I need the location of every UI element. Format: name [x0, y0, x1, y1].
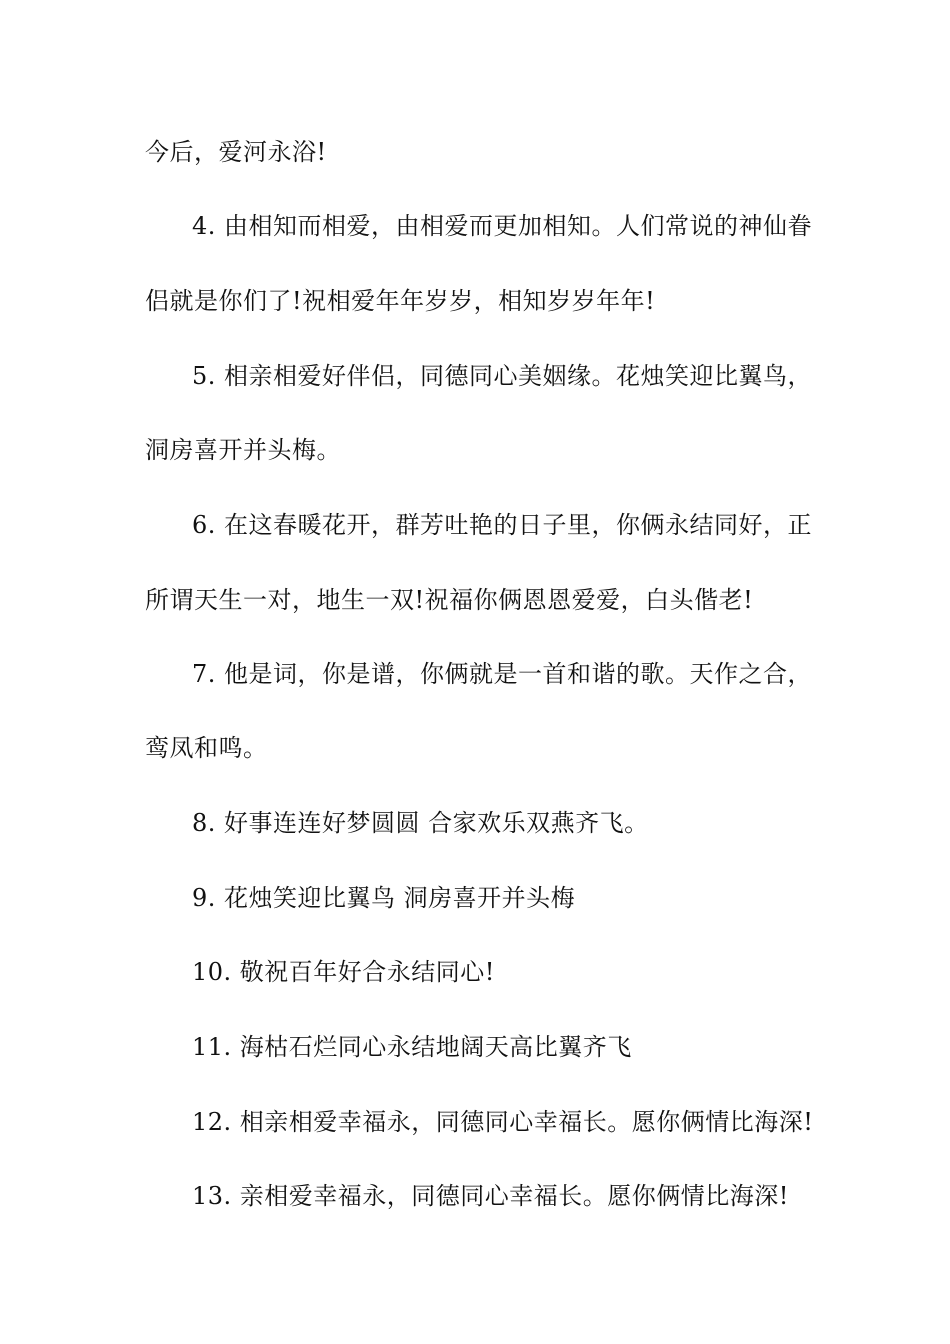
list-item-5-line-1: 5. 相亲相爱好伴侣，同德同心美姻缘。花烛笑迎比翼鸟， [192, 362, 813, 390]
list-item-4-line-1: 4. 由相知而相爱，由相爱而更加相知。人们常说的神仙眷 [192, 212, 813, 240]
list-item-7-line-2: 鸾凤和鸣。 [145, 734, 268, 762]
list-item-8: 8. 好事连连好梦圆圆 合家欢乐双燕齐飞。 [192, 809, 649, 837]
list-item-7-line-1: 7. 他是词，你是谱，你俩就是一首和谐的歌。天作之合， [192, 660, 813, 688]
list-item-6-line-2: 所谓天生一对，地生一双!祝福你俩恩恩爱爱，白头偕老! [145, 586, 754, 614]
list-item-6-line-1: 6. 在这春暖花开，群芳吐艳的日子里，你俩永结同好，正 [192, 511, 813, 539]
text-line: 今后，爱河永浴! [145, 138, 327, 166]
list-item-9: 9. 花烛笑迎比翼鸟 洞房喜开并头梅 [192, 884, 576, 912]
list-item-13: 13. 亲相爱幸福永，同德同心幸福长。愿你俩情比海深! [192, 1182, 789, 1210]
list-item-4-line-2: 侣就是你们了!祝相爱年年岁岁，相知岁岁年年! [145, 287, 656, 315]
list-item-5-line-2: 洞房喜开并头梅。 [145, 436, 341, 464]
list-item-12: 12. 相亲相爱幸福永，同德同心幸福长。愿你俩情比海深! [192, 1108, 814, 1136]
list-item-11: 11. 海枯石烂同心永结地阔天高比翼齐飞 [192, 1033, 632, 1061]
list-item-10: 10. 敬祝百年好合永结同心! [192, 958, 495, 986]
